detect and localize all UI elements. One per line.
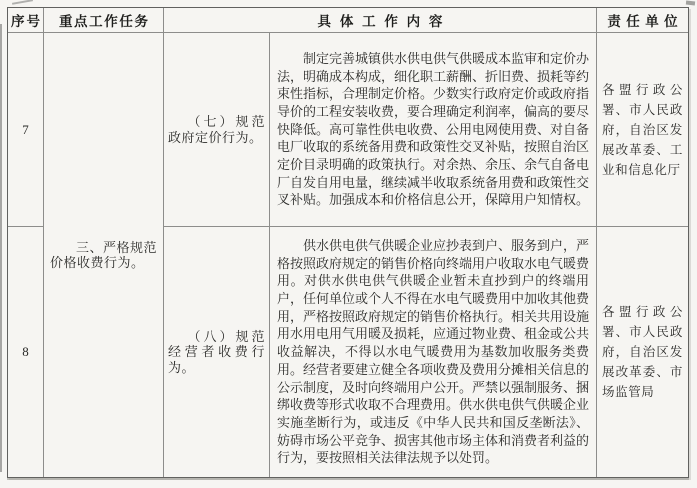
row7-number-cell [8,33,44,227]
header-col-number-label: 序号 [10,14,43,29]
header-col-work-content-label: 具体工作内容 [317,14,452,29]
key-task-group-text: 三、严格规范价格收费行为。 [50,239,158,270]
row8-number: 8 [22,344,29,359]
header-col-key-task-label: 重点工作任务 [58,14,150,29]
scan-artifact-left-edge [0,24,2,472]
header-col-responsible-unit [597,8,688,33]
row7-subtask-cell [164,33,270,227]
work-plan-table [7,7,689,478]
row7-subtask-text: （七）规范政府定价行为。 [168,114,265,145]
header-col-number [8,8,44,33]
header-col-key-task [44,8,164,33]
header-col-work-content [164,8,597,33]
scan-artifact-top-left [12,0,33,5]
row8-subtask-cell [164,227,270,477]
scan-artifact-top-right [686,1,695,6]
row8-subtask-text: （八）规范经营者收费行为。 [168,328,265,375]
row8-unit-text: 各盟行政公署、市人民政府，自治区发展改革委、市场监管局 [602,305,683,399]
row7-content-cell [270,33,597,227]
row8-content-text: 供水供电供气供暖企业应抄表到户、服务到户，严格按照政府规定的销售价格向终端用户收取水电气暖费用。对供水供电供气供暖企业暂未直抄到户的终端用户，任何单位或个人不得在水电气暖费用中加收其他费用，严格按照政府规定的销售价格执行。相关共用设施用水用电用气用暖及损耗，应通过物业费、租金或公共收益解决，不得以水电气暖费用为基数加收服务类费用。经营者要建立健全各项收费及费用分摊相关信息的公示制度，及时向终端用户公开。严禁以强制服务、捆绑收费等形式收取不合理费用。供水供电供气供暖企业实施垄断行为，或违反《中华人民共和国反垄断法》、妨碍市场公平竞争、损害其他市场主体和消费者利益的行为，要按照相关法律法规予以处罚。 [277,237,590,466]
row7-number: 7 [22,121,29,137]
header-col-responsible-unit-label: 责任单位 [607,14,683,29]
row7-unit-text: 各盟行政公署、市人民政府，自治区发展改革委、工业和信息化厅 [602,82,683,177]
row8-content-cell [270,227,597,477]
row7-unit-cell [597,33,688,227]
row8-number-cell [8,227,44,477]
row7-content-text: 制定完善城镇供水供电供气供暖成本监审和定价办法，明确成本构成，细化职工薪酬、折旧费、损耗等约束性指标，合理制定价格。少数实行政府定价或政府指导价的工程安装收费，要合理确定利润率，偏高的要尽快降低。高可靠性供电收费、公用电网使用费、对自备电厂收取的系统备用费和政策性交叉补贴，按照自治区定价目录明确的政策执行。对余热、余压、余气自备电厂自发自用电量，继续减半收取系统备用费和政策性交叉补贴。加强成本和价格信息公开，保障用户知情权。 [277,50,590,208]
key-task-group-cell [44,33,164,477]
row8-unit-cell [597,227,688,477]
